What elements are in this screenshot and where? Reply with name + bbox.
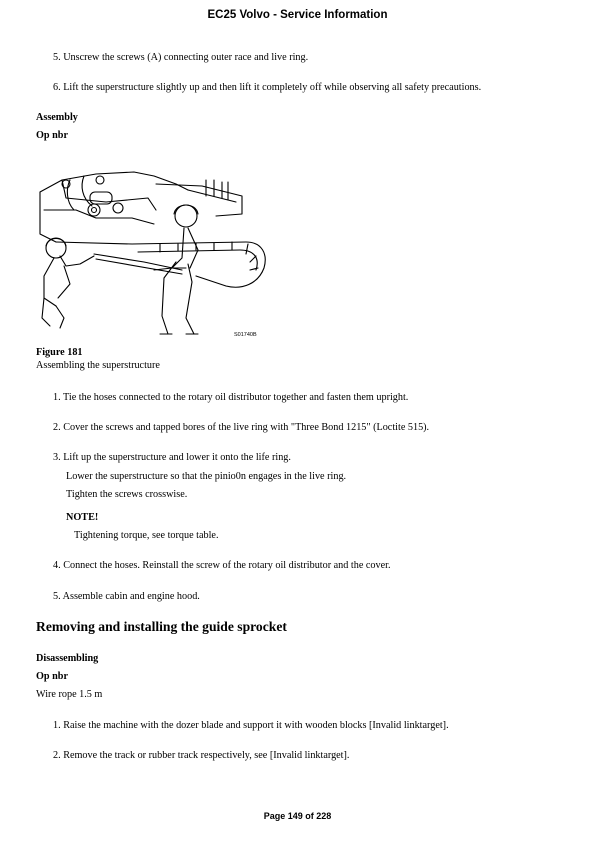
assembly-step-2: 2. Cover the screws and tapped bores of the live ring with "Three Bond 1215" (Loctite 515). — [53, 422, 430, 433]
assembly-op-nbr: Op nbr — [36, 130, 68, 141]
assembly-step-5: 5. Assemble cabin and engine hood. — [53, 591, 200, 602]
section-heading-guide-sprocket: Removing and installing the guide sprocket — [36, 619, 287, 634]
sprocket-op-nbr: Op nbr — [36, 671, 68, 682]
assembly-step-4: 4. Connect the hoses. Reinstall the screw of the rotary oil distributor and the cover. — [53, 560, 391, 571]
step-6-top: 6. Lift the superstructure slightly up and then lift it completely off while observing all safety precautions. — [53, 82, 482, 93]
assembly-step-3-line-3: Tighten the screws crosswise. — [66, 489, 188, 500]
assembly-step-1: 1. Tie the hoses connected to the rotary oil distributor together and fasten them upright. — [53, 392, 409, 403]
figure-caption-text: Assembling the superstructure — [36, 360, 160, 371]
figure-caption-title: Figure 181 — [36, 347, 83, 358]
assembly-step-3-line-2: Lower the superstructure so that the pinio0n engages in the live ring. — [66, 471, 347, 482]
assembly-step-3: 3. Lift up the superstructure and lower it onto the life ring. — [53, 452, 291, 463]
note-text: Tightening torque, see torque table. — [74, 530, 219, 541]
page-header: EC25 Volvo - Service Information — [207, 9, 388, 21]
assembly-heading: Assembly — [36, 112, 78, 123]
step-5-top: 5. Unscrew the screws (A) connecting outer race and live ring. — [53, 52, 309, 63]
disassembling-heading: Disassembling — [36, 653, 99, 664]
note-title: NOTE! — [66, 512, 99, 523]
sprocket-step-1: 1. Raise the machine with the dozer blade and support it with wooden blocks [Invalid linktarget]. — [53, 720, 449, 731]
figure-illustration — [36, 158, 272, 344]
sprocket-step-2: 2. Remove the track or rubber track respectively, see [Invalid linktarget]. — [53, 750, 350, 761]
figure-code: S01740B — [234, 332, 257, 338]
page-footer: Page 149 of 228 — [263, 811, 332, 821]
tool-wire-rope: Wire rope 1.5 m — [36, 689, 103, 700]
